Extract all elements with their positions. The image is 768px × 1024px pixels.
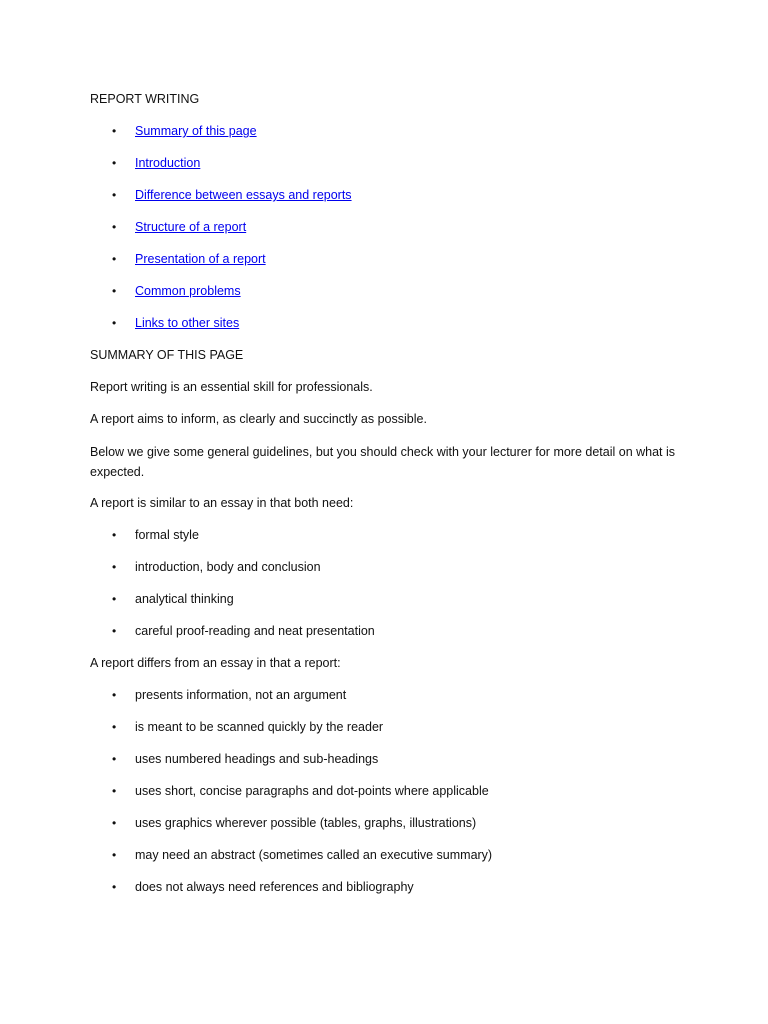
toc-item: [90, 154, 690, 186]
paragraph-3: Below we give some general guidelines, but you should check with your lecturer for more detail on what is expected.: [90, 445, 676, 479]
list-item-text: formal style: [135, 528, 199, 542]
list-item: [90, 686, 690, 718]
list-item: [90, 814, 690, 846]
similar-list: [90, 526, 690, 654]
toc-list: [90, 122, 690, 346]
list-item-text: analytical thinking: [135, 592, 234, 606]
toc-link-problems[interactable]: Common problems: [135, 284, 241, 298]
toc-link-presentation[interactable]: Presentation of a report: [135, 252, 266, 266]
list-item-text: uses graphics wherever possible (tables, graphs, illustrations): [135, 816, 477, 830]
bullet-icon: •: [112, 848, 117, 862]
toc-link-structure[interactable]: Structure of a report: [135, 220, 247, 234]
toc-item: [90, 186, 690, 218]
paragraph-2: A report aims to inform, as clearly and succinctly as possible.: [90, 412, 427, 426]
list-item: [90, 846, 690, 878]
list-item: [90, 622, 690, 654]
list-item: [90, 558, 690, 590]
document-page: [90, 90, 690, 910]
bullet-icon: •: [112, 156, 117, 170]
bullet-icon: •: [112, 528, 117, 542]
bullet-icon: •: [112, 752, 117, 766]
bullet-icon: •: [112, 880, 117, 894]
list-item-text: uses numbered headings and sub-headings: [135, 752, 379, 766]
list-item: [90, 782, 690, 814]
bullet-icon: •: [112, 124, 117, 138]
bullet-icon: •: [112, 252, 117, 266]
difference-list: [90, 686, 690, 910]
paragraph-1: Report writing is an essential skill for professionals.: [90, 380, 373, 394]
toc-item: [90, 122, 690, 154]
list-item-text: does not always need references and bibliography: [135, 880, 414, 894]
bullet-icon: •: [112, 624, 117, 638]
list-item: [90, 878, 690, 910]
list-item: [90, 718, 690, 750]
paragraph-5: A report differs from an essay in that a report:: [90, 656, 341, 670]
bullet-icon: •: [112, 284, 117, 298]
list-item-text: is meant to be scanned quickly by the reader: [135, 720, 384, 734]
bullet-icon: •: [112, 592, 117, 606]
bullet-icon: •: [112, 316, 117, 330]
list-item-text: introduction, body and conclusion: [135, 560, 321, 574]
bullet-icon: •: [112, 188, 117, 202]
summary-heading: SUMMARY OF THIS PAGE: [90, 348, 244, 362]
toc-link-difference[interactable]: Difference between essays and reports: [135, 188, 352, 202]
list-item-text: uses short, concise paragraphs and dot-points where applicable: [135, 784, 489, 798]
bullet-icon: •: [112, 688, 117, 702]
list-item: [90, 750, 690, 782]
paragraph-4: A report is similar to an essay in that both need:: [90, 496, 354, 510]
bullet-icon: •: [112, 784, 117, 798]
toc-item: [90, 250, 690, 282]
page-title: REPORT WRITING: [90, 92, 200, 106]
bullet-icon: •: [112, 560, 117, 574]
list-item-text: careful proof-reading and neat presentation: [135, 624, 375, 638]
bullet-icon: •: [112, 816, 117, 830]
list-item: [90, 526, 690, 558]
list-item: [90, 590, 690, 622]
bullet-icon: •: [112, 720, 117, 734]
toc-item: [90, 282, 690, 314]
toc-item: [90, 218, 690, 250]
list-item-text: may need an abstract (sometimes called an executive summary): [135, 848, 493, 862]
bullet-icon: •: [112, 220, 117, 234]
toc-item: [90, 314, 690, 346]
toc-link-summary[interactable]: Summary of this page: [135, 124, 257, 138]
list-item-text: presents information, not an argument: [135, 688, 347, 702]
toc-link-introduction[interactable]: Introduction: [135, 156, 201, 170]
toc-link-other-sites[interactable]: Links to other sites: [135, 316, 240, 330]
